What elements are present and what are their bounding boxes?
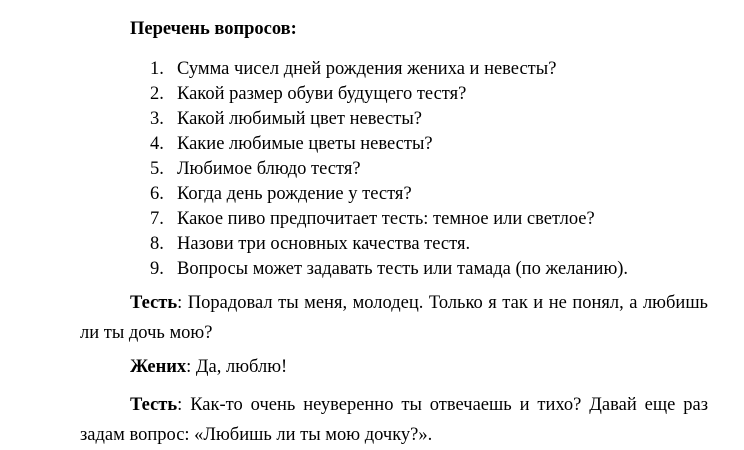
question-text: Вопросы может задавать тесть или тамада (по желанию).: [177, 259, 629, 279]
speech-text: : Как-то очень неуверенно ты отвечаешь и тихо? Давай еще раз: [177, 395, 708, 415]
speaker-name: Тесть: [130, 395, 178, 415]
question-number: 1.: [150, 59, 164, 79]
question-text: Любимое блюдо тестя?: [177, 159, 361, 179]
dialogue-paragraph-father-in-law-1: [80, 288, 708, 348]
question-number: 6.: [150, 184, 164, 204]
question-number: 8.: [150, 234, 164, 254]
question-item: [150, 258, 628, 283]
question-number: 3.: [150, 109, 164, 129]
question-number: 4.: [150, 134, 164, 154]
paragraph-continuation: задам вопрос: «Любишь ли ты мою дочку?».: [80, 425, 433, 445]
question-item: [150, 183, 628, 208]
dialogue-paragraph-father-in-law-2: [80, 390, 708, 450]
question-number: 5.: [150, 159, 164, 179]
question-item: [150, 108, 628, 133]
paragraph-first-line: [80, 352, 708, 382]
question-item: [150, 233, 628, 258]
question-text: Сумма чисел дней рождения жениха и невесты?: [177, 59, 557, 79]
speaker-name: Жених: [130, 357, 187, 377]
question-text: Какой размер обуви будущего тестя?: [177, 84, 467, 104]
dialogue-paragraph-groom: [80, 352, 708, 382]
speech-text: : Да, люблю!: [186, 357, 288, 377]
question-number: 9.: [150, 259, 164, 279]
question-text: Какие любимые цветы невесты?: [177, 134, 433, 154]
question-item: [150, 208, 628, 233]
questions-heading: Перечень вопросов:: [130, 19, 297, 39]
paragraph-continuation: ли ты дочь мою?: [80, 323, 213, 343]
question-text: Назови три основных качества тестя.: [177, 234, 471, 254]
question-item: [150, 83, 628, 108]
speaker-name: Тесть: [130, 293, 178, 313]
question-text: Какой любимый цвет невесты?: [177, 109, 422, 129]
questions-list: [150, 58, 628, 283]
question-number: 2.: [150, 84, 164, 104]
paragraph-first-line: [80, 288, 708, 318]
question-item: [150, 58, 628, 83]
question-text: Когда день рождение у тестя?: [177, 184, 412, 204]
question-number: 7.: [150, 209, 164, 229]
question-item: [150, 133, 628, 158]
speech-text: : Порадовал ты меня, молодец. Только я так и не понял, а любишь: [177, 293, 708, 313]
question-text: Какое пиво предпочитает тесть: темное или светлое?: [177, 209, 595, 229]
paragraph-first-line: [80, 390, 708, 420]
question-item: [150, 158, 628, 183]
